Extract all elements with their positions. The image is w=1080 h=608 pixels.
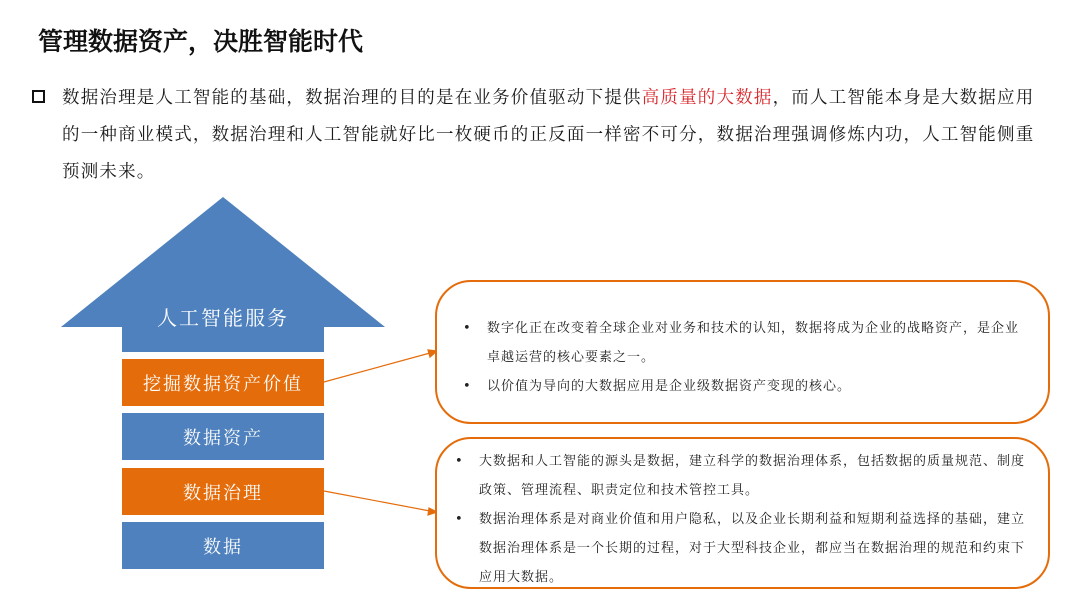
block-data-assets: 数据资产: [122, 413, 324, 460]
callout-governance: [435, 437, 1050, 589]
block-data: 数据: [122, 522, 324, 569]
page-title: 管理数据资产，决胜智能时代: [38, 27, 364, 56]
intro-text-before: 数据治理是人工智能的基础，数据治理的目的是在业务价值驱动下提供: [62, 88, 642, 108]
connector-arrow-top: [324, 350, 437, 382]
block-data-governance: 数据治理: [122, 468, 324, 515]
arrow-label: 人工智能服务: [157, 306, 289, 330]
intro-text-after: ，而人工智能本身是大数据应用的一种商业模式，数据治理和人工智能就好比一枚硬币的正反面一样密不可分，数据治理强调修炼内功，人工智能侧重预测未来。: [62, 88, 1035, 182]
callout-value-list: [487, 314, 1028, 401]
list-item: • 以价值为导向的大数据应用是企业级数据资产变现的核心。: [487, 372, 1028, 401]
list-item: • 数字化正在改变着全球企业对业务和技术的认知，数据将成为企业的战略资产，是企业卓越运营的核心要素之一。: [487, 314, 1028, 372]
connector-arrow-bottom: [324, 491, 437, 515]
intro-highlight: 高质量的大数据: [641, 88, 773, 108]
callout-value: [435, 280, 1050, 424]
callout-governance-list: [479, 447, 1028, 592]
list-item: • 大数据和人工智能的源头是数据，建立科学的数据治理体系，包括数据的质量规范、制度政策、管理流程、职责定位和技术管控工具。: [479, 447, 1028, 505]
list-item: • 数据治理体系是对商业价值和用户隐私，以及企业长期利益和短期利益选择的基础，建立数据治理体系是一个长期的过程，对于大型科技企业，都应当在数据治理的规范和约束下应用大数据。: [479, 505, 1028, 592]
block-mining-value: 挖掘数据资产价值: [122, 359, 324, 406]
